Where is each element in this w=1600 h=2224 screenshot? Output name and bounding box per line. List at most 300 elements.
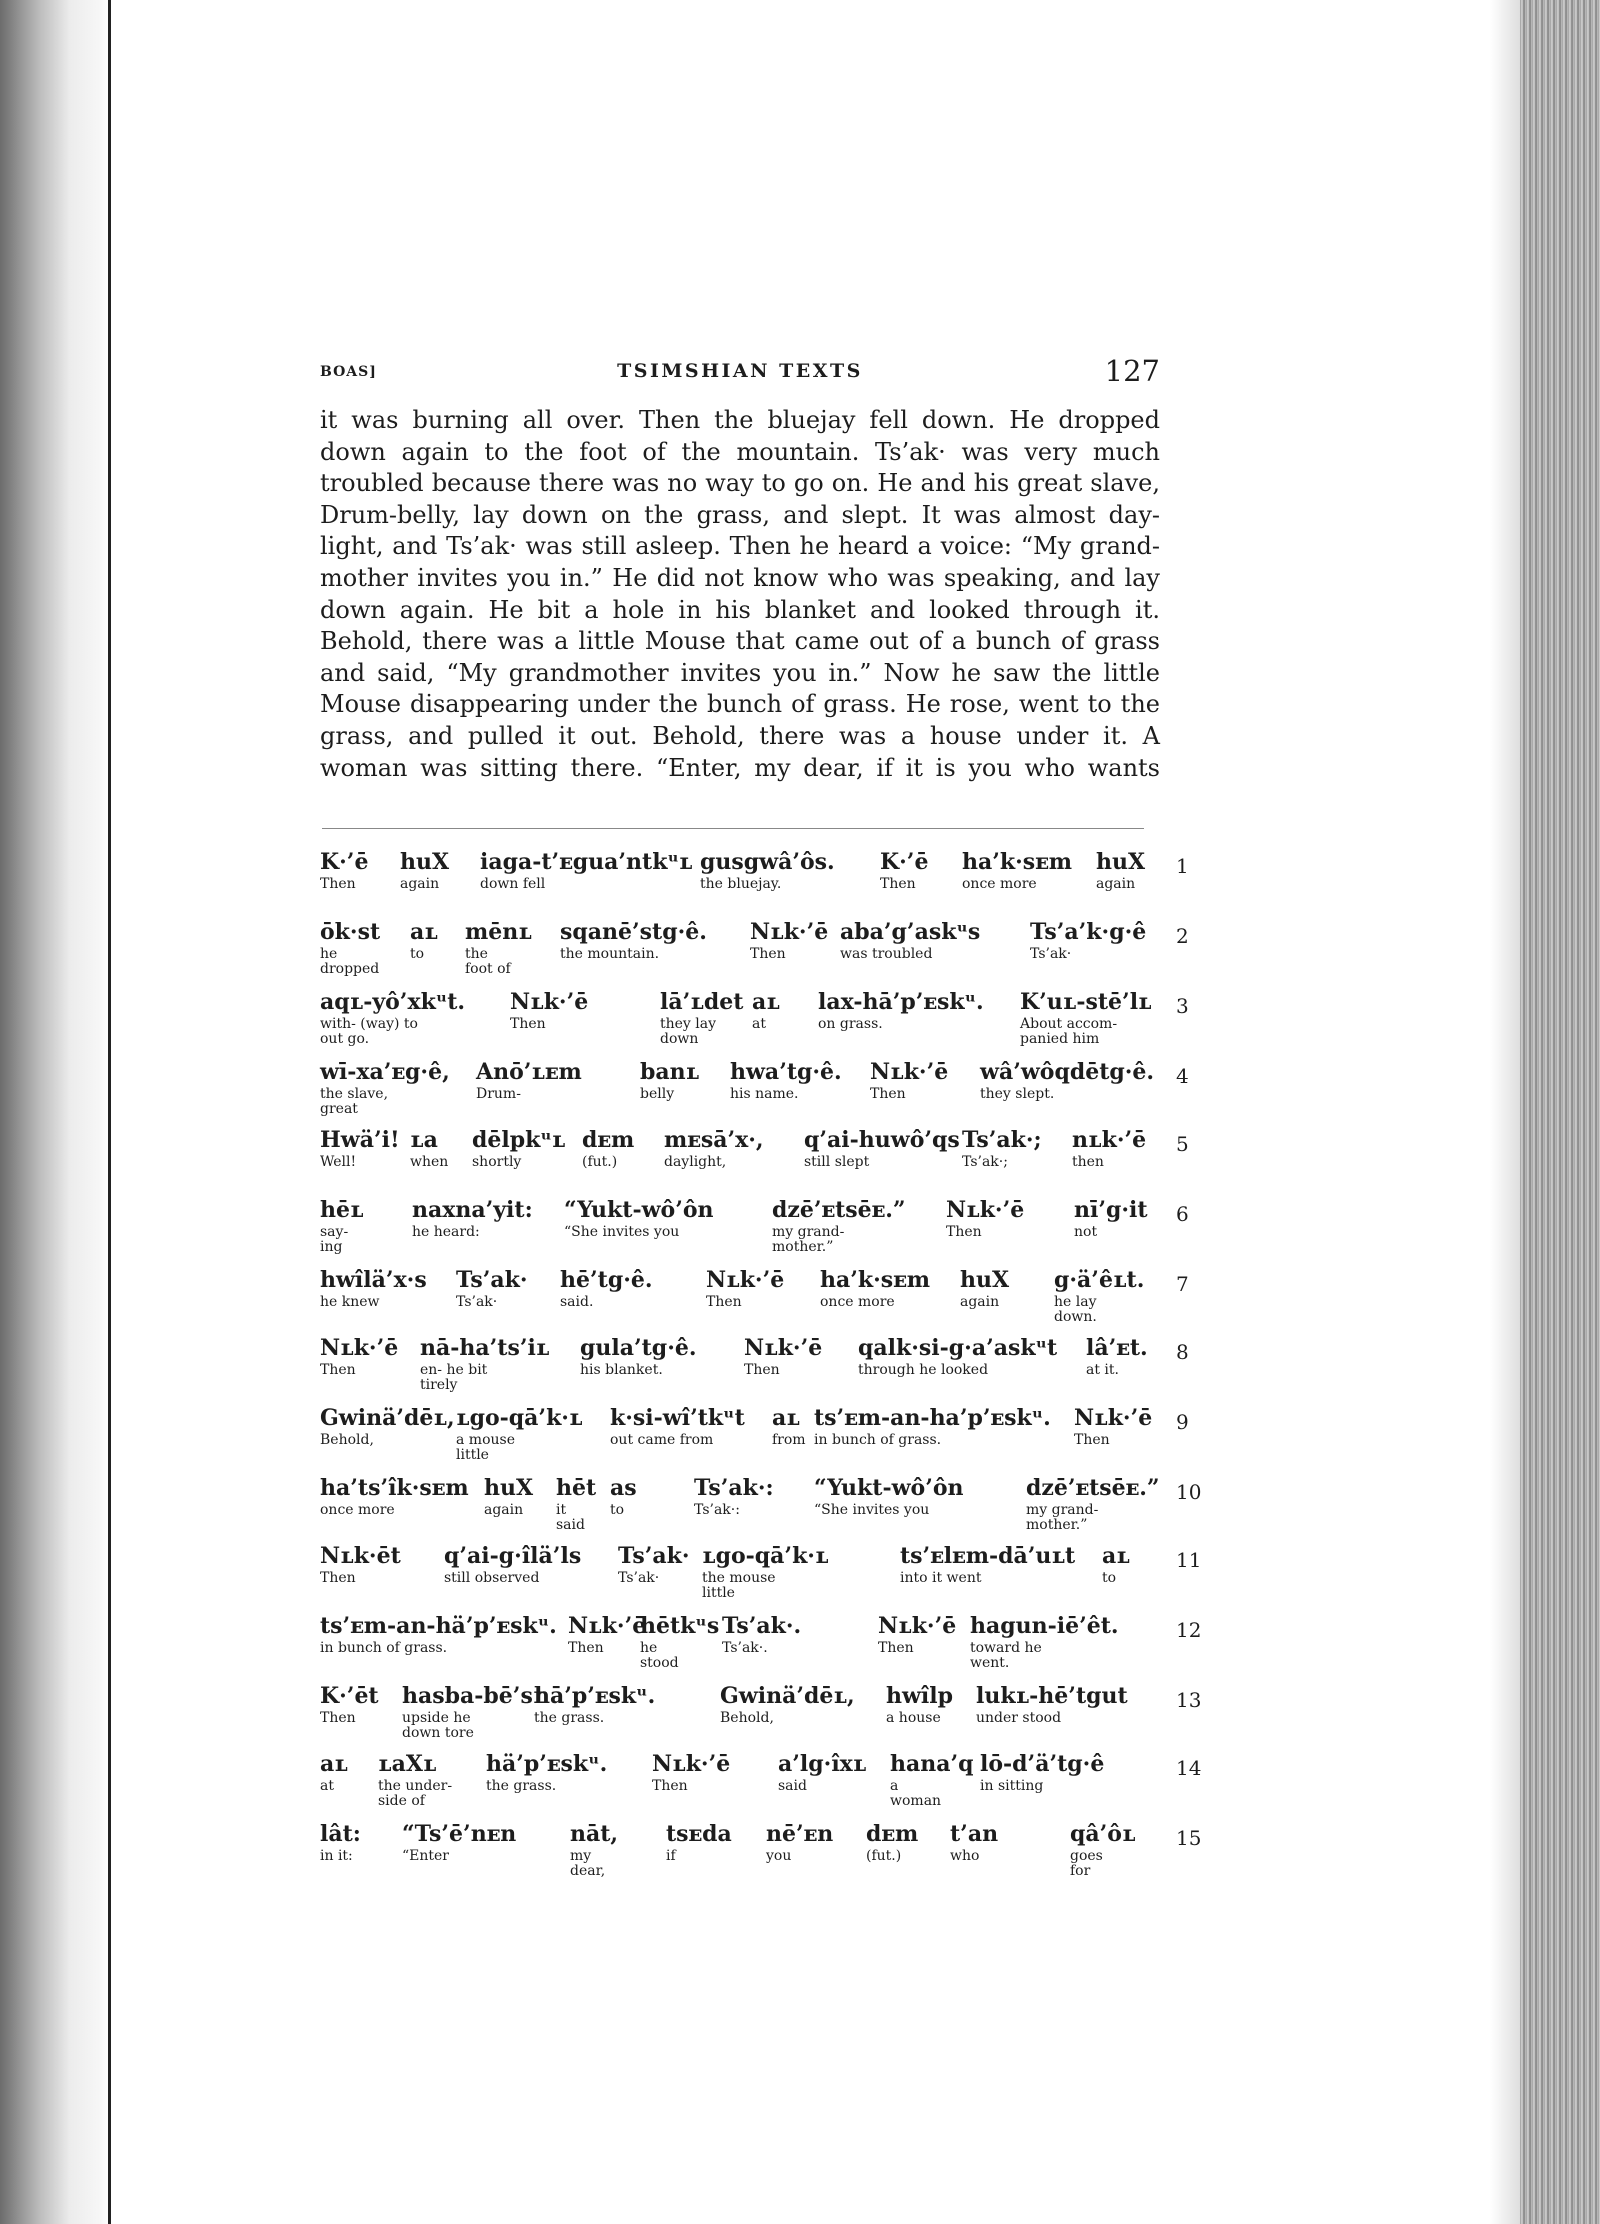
gloss-line: the bluejay. — [700, 876, 782, 892]
word-group — [804, 1128, 960, 1170]
gloss-line: stood — [640, 1655, 679, 1671]
gloss-line: on grass. — [818, 1016, 883, 1032]
english-gloss — [320, 1641, 557, 1656]
tsimshian-word: Nʟk·’ē — [750, 919, 829, 945]
gloss-line: mother.” — [772, 1239, 834, 1255]
tsimshian-word: ha’k·sᴇm — [962, 849, 1073, 875]
tsimshian-word: Nʟk·ēt — [320, 1543, 401, 1569]
english-gloss — [702, 1571, 829, 1601]
tsimshian-word: dēlpkᵘʟ — [472, 1127, 566, 1153]
gloss-line: from — [772, 1432, 806, 1448]
english-gloss — [320, 877, 368, 892]
word-group — [444, 1544, 581, 1586]
gloss-line: Drum- — [476, 1086, 521, 1102]
tsimshian-word: qalk·si-g·a’askᵘt — [858, 1335, 1058, 1361]
word-group — [886, 1684, 953, 1726]
gloss-line: toward he — [970, 1640, 1042, 1656]
word-group — [1086, 1336, 1148, 1378]
word-group — [866, 1822, 918, 1864]
english-gloss — [1074, 1225, 1148, 1240]
tsimshian-word: Ts’ak· — [618, 1543, 690, 1569]
gloss-line: Then — [880, 876, 916, 892]
tsimshian-word: banʟ — [640, 1059, 700, 1085]
gloss-line: at — [320, 1778, 334, 1794]
gloss-line: shortly — [472, 1154, 522, 1170]
word-group — [320, 1752, 348, 1794]
tsimshian-word: huX — [484, 1475, 534, 1501]
gloss-line: a — [890, 1778, 899, 1794]
english-gloss — [772, 1433, 806, 1448]
english-gloss — [534, 1711, 655, 1726]
tsimshian-word: Ts’ak·: — [694, 1475, 774, 1501]
tsimshian-word: Nʟk·’ē — [706, 1267, 785, 1293]
tsimshian-word: K·’ēt — [320, 1683, 379, 1709]
tsimshian-word: qâ’ôʟ — [1070, 1821, 1136, 1847]
word-group — [1020, 990, 1152, 1047]
word-group — [1102, 1544, 1130, 1586]
gloss-line: Then — [320, 1362, 356, 1378]
english-gloss — [402, 1849, 516, 1864]
gloss-line: dear, — [570, 1863, 606, 1879]
english-gloss — [1026, 1503, 1160, 1533]
word-group — [818, 990, 984, 1032]
gloss-line: he knew — [320, 1294, 380, 1310]
tsimshian-word: gusgwâ’ôs. — [700, 849, 835, 875]
gloss-line: in bunch of grass. — [814, 1432, 942, 1448]
english-gloss — [1054, 1295, 1144, 1325]
prose-line: Mouse disappearing under the bunch of grass. He rose, went to the — [320, 690, 1160, 719]
prose-line: woman was sitting there. “Enter, my dear, if it is you who wants — [320, 753, 1160, 782]
word-group — [570, 1822, 618, 1879]
interlinear-line — [0, 1198, 1600, 1268]
word-group — [320, 850, 368, 892]
gloss-line: he — [640, 1640, 658, 1656]
tsimshian-word: sqanē’stg·ê. — [560, 919, 707, 945]
english-gloss — [880, 877, 928, 892]
interlinear-line — [0, 1544, 1600, 1614]
english-gloss — [320, 1433, 455, 1448]
english-gloss — [962, 877, 1072, 892]
prose-line: mother invites you in.” He did not know who was speaking, and lay — [320, 563, 1160, 592]
tsimshian-word: ʟgo-qā’k·ʟ — [702, 1543, 829, 1569]
word-group — [320, 1476, 469, 1518]
gloss-line: the grass. — [534, 1710, 605, 1726]
prose-line: troubled because there was no way to go on. He and his great slave, — [320, 469, 1160, 498]
word-group — [820, 1268, 930, 1310]
tsimshian-word: lax-hā’p’ᴇskᵘ. — [818, 989, 984, 1015]
english-gloss — [320, 1503, 469, 1518]
gloss-line: Then — [706, 1294, 742, 1310]
english-gloss — [1074, 1433, 1152, 1448]
gloss-line: if — [666, 1848, 676, 1864]
tsimshian-word: aqʟ-yô’xkᵘt. — [320, 989, 466, 1015]
tsimshian-word: hā’p’ᴇskᵘ. — [534, 1683, 656, 1709]
tsimshian-word: g·ä’êʟt. — [1054, 1267, 1145, 1293]
word-group — [1074, 1198, 1148, 1240]
gloss-line: in sitting — [980, 1778, 1044, 1794]
tsimshian-word: aʟ — [410, 919, 438, 945]
gloss-line: the mountain. — [560, 946, 660, 962]
gloss-line: dropped — [320, 961, 380, 977]
gloss-line: little — [456, 1447, 489, 1463]
gloss-line: then — [1072, 1154, 1104, 1170]
gloss-line: Behold, — [320, 1432, 374, 1448]
gloss-line: in bunch of grass. — [320, 1640, 448, 1656]
english-gloss — [750, 947, 828, 962]
tsimshian-word: K·’ē — [880, 849, 929, 875]
english-gloss — [814, 1503, 964, 1518]
tsimshian-word: Nʟk·’ē — [652, 1751, 731, 1777]
english-gloss — [1102, 1571, 1130, 1586]
tsimshian-word: ʟa — [410, 1127, 438, 1153]
gloss-line: the — [465, 946, 488, 962]
english-gloss — [1086, 1363, 1148, 1378]
gloss-line: Well! — [320, 1154, 357, 1170]
gloss-line: still observed — [444, 1570, 540, 1586]
interlinear-line — [0, 1268, 1600, 1338]
english-gloss — [484, 1503, 533, 1518]
gloss-line: when — [410, 1154, 449, 1170]
word-group — [730, 1060, 842, 1102]
english-gloss — [378, 1779, 452, 1809]
tsimshian-word: hēʟ — [320, 1197, 364, 1223]
english-gloss — [582, 1155, 634, 1170]
tsimshian-word: aʟ — [752, 989, 780, 1015]
tsimshian-word: Nʟk·’ē — [320, 1335, 399, 1361]
word-group — [420, 1336, 549, 1393]
gloss-line: with- (way) to — [320, 1016, 418, 1032]
english-gloss — [465, 947, 532, 977]
word-group — [976, 1684, 1128, 1726]
word-group — [772, 1406, 806, 1448]
word-group — [1030, 920, 1146, 962]
word-group — [870, 1060, 948, 1102]
english-gloss — [778, 1779, 866, 1794]
word-group — [666, 1822, 732, 1864]
english-gloss — [610, 1433, 745, 1448]
gloss-line: out go. — [320, 1031, 370, 1047]
word-group — [610, 1406, 745, 1448]
gloss-line: (fut.) — [866, 1848, 902, 1864]
tsimshian-word: Nʟk·’ē — [946, 1197, 1025, 1223]
word-group — [410, 1128, 448, 1170]
word-group — [472, 1128, 565, 1170]
prose-line: down again to the foot of the mountain. Ts’ak· was very much — [320, 437, 1160, 466]
gloss-line: daylight, — [664, 1154, 727, 1170]
word-group — [640, 1614, 719, 1671]
english-gloss — [320, 1711, 379, 1726]
tsimshian-word: Nʟk·’ē — [1074, 1405, 1153, 1431]
interlinear-line — [0, 1128, 1600, 1198]
word-group — [858, 1336, 1057, 1378]
gloss-line: Then — [750, 946, 786, 962]
tsimshian-word: k·si-wî’tkᵘt — [610, 1405, 745, 1431]
tsimshian-word: dᴇm — [582, 1127, 635, 1153]
english-gloss — [560, 1295, 653, 1310]
tsimshian-word: Nʟk·’ē — [744, 1335, 823, 1361]
tsimshian-word: Gwinä’dēʟ, — [720, 1683, 855, 1709]
gloss-line: went. — [970, 1655, 1010, 1671]
word-group — [702, 1544, 829, 1601]
tsimshian-word: aʟ — [772, 1405, 800, 1431]
tsimshian-word: tsᴇda — [666, 1821, 732, 1847]
tsimshian-word: lā’ʟdet — [660, 989, 744, 1015]
english-gloss — [652, 1779, 730, 1794]
gloss-line: his blanket. — [580, 1362, 663, 1378]
gloss-line: Then — [946, 1224, 982, 1240]
tsimshian-word: Gwinä’dēʟ, — [320, 1405, 455, 1431]
english-gloss — [960, 1295, 1009, 1310]
gloss-line: to — [610, 1502, 625, 1518]
english-gloss — [804, 1155, 960, 1170]
word-group — [560, 920, 707, 962]
english-gloss — [664, 1155, 764, 1170]
word-group — [456, 1406, 583, 1463]
word-group — [980, 1060, 1154, 1102]
word-group — [412, 1198, 533, 1240]
gloss-line: Ts’ak·: — [694, 1502, 740, 1518]
word-group — [556, 1476, 596, 1533]
word-group — [652, 1752, 730, 1794]
word-group — [320, 1198, 364, 1255]
gloss-line: said — [556, 1517, 585, 1533]
tsimshian-word: nāt, — [570, 1821, 619, 1847]
interlinear-line — [0, 920, 1600, 990]
gloss-line: panied him — [1020, 1031, 1100, 1047]
english-gloss — [580, 1363, 697, 1378]
tsimshian-word: hwîlp — [886, 1683, 954, 1709]
word-group — [400, 850, 449, 892]
english-gloss — [814, 1433, 1051, 1448]
word-group — [1070, 1822, 1136, 1879]
gloss-line: a house — [886, 1710, 941, 1726]
gloss-line: he lay — [1054, 1294, 1097, 1310]
word-group — [580, 1336, 697, 1378]
tsimshian-word: t’an — [950, 1821, 999, 1847]
tsimshian-word: ʟaXʟ — [378, 1751, 437, 1777]
gloss-line: again — [1096, 876, 1136, 892]
gloss-line: down tore — [402, 1725, 474, 1741]
word-group — [1054, 1268, 1144, 1325]
line-number: 14 — [1176, 1756, 1202, 1780]
gloss-line: Then — [1074, 1432, 1110, 1448]
line-number: 3 — [1176, 994, 1189, 1018]
tsimshian-word: Nʟk·’ē — [510, 989, 589, 1015]
gloss-line: say- — [320, 1224, 349, 1240]
word-group — [402, 1684, 546, 1741]
tsimshian-word: “Yukt-wô’ôn — [814, 1475, 964, 1501]
english-gloss — [1030, 947, 1146, 962]
line-number: 6 — [1176, 1202, 1189, 1226]
gloss-line: down — [660, 1031, 699, 1047]
english-gloss — [772, 1225, 906, 1255]
english-gloss — [320, 1295, 427, 1310]
word-group — [946, 1198, 1024, 1240]
word-group — [660, 990, 743, 1047]
gloss-line: out came from — [610, 1432, 714, 1448]
gloss-line: Then — [320, 1570, 356, 1586]
gloss-line: Then — [744, 1362, 780, 1378]
word-group — [618, 1544, 690, 1586]
gloss-line: my grand- — [1026, 1502, 1099, 1518]
tsimshian-word: iaga-t’ᴇgua’ntkᵘʟ — [480, 849, 693, 875]
english-gloss — [720, 1711, 855, 1726]
gloss-line: he — [320, 946, 338, 962]
gloss-line: they lay — [660, 1016, 717, 1032]
word-group — [486, 1752, 607, 1794]
word-group — [962, 1128, 1042, 1170]
gloss-line: at — [752, 1016, 766, 1032]
interlinear-line — [0, 1060, 1600, 1130]
gloss-line: ing — [320, 1239, 343, 1255]
english-gloss — [946, 1225, 1024, 1240]
gloss-line: the slave, — [320, 1086, 389, 1102]
word-group — [378, 1752, 452, 1809]
word-group — [480, 850, 692, 892]
line-number: 11 — [1176, 1548, 1202, 1572]
tsimshian-word: lukʟ-hē’tgut — [976, 1683, 1128, 1709]
word-group — [560, 1268, 653, 1310]
word-group — [640, 1060, 699, 1102]
english-gloss — [480, 877, 692, 892]
english-gloss — [476, 1087, 582, 1102]
gloss-line: About accom- — [1020, 1016, 1118, 1032]
word-group — [320, 1060, 450, 1117]
prose-line: Behold, there was a little Mouse that came out of a bunch of grass — [320, 627, 1160, 656]
gloss-line: down. — [1054, 1309, 1097, 1325]
tsimshian-word: ha’k·sᴇm — [820, 1267, 931, 1293]
english-gloss — [320, 1155, 400, 1170]
gloss-line: through he looked — [858, 1362, 989, 1378]
gloss-line: again — [484, 1502, 524, 1518]
tsimshian-word: ts’ᴇm-an-hä’p’ᴇskᵘ. — [320, 1613, 557, 1639]
tsimshian-word: Ts’ak·; — [962, 1127, 1042, 1153]
gloss-line: the under- — [378, 1778, 453, 1794]
gloss-line: Ts’ak· — [456, 1294, 498, 1310]
tsimshian-word: q’ai-g·îlä’ls — [444, 1543, 582, 1569]
word-group — [750, 920, 828, 962]
english-gloss — [730, 1087, 842, 1102]
english-gloss — [820, 1295, 930, 1310]
tsimshian-word: “Yukt-wô’ôn — [564, 1197, 714, 1223]
tsimshian-word: wâ’wôqdētg·ê. — [980, 1059, 1155, 1085]
english-gloss — [610, 1503, 637, 1518]
english-gloss — [950, 1849, 998, 1864]
english-gloss — [320, 947, 380, 977]
tsimshian-word: aʟ — [320, 1751, 348, 1777]
gloss-line: they slept. — [980, 1086, 1055, 1102]
tsimshian-word: ʟgo-qā’k·ʟ — [456, 1405, 583, 1431]
word-group — [722, 1614, 801, 1656]
tsimshian-word: huX — [400, 849, 450, 875]
line-number: 7 — [1176, 1272, 1189, 1296]
gloss-line: again — [960, 1294, 1000, 1310]
word-group — [766, 1822, 833, 1864]
tsimshian-word: ts’ᴇm-an-ha’p’ᴇskᵘ. — [814, 1405, 1051, 1431]
english-gloss — [666, 1849, 732, 1864]
word-group — [610, 1476, 637, 1518]
english-gloss — [858, 1363, 1057, 1378]
english-gloss — [556, 1503, 596, 1533]
gloss-line: en- he bit — [420, 1362, 488, 1378]
tsimshian-word: nā-ha’ts’iʟ — [420, 1335, 550, 1361]
gloss-line: Then — [870, 1086, 906, 1102]
line-number: 8 — [1176, 1340, 1189, 1364]
english-gloss — [320, 1087, 450, 1117]
gloss-line: Behold, — [720, 1710, 774, 1726]
interlinear-line — [0, 1752, 1600, 1822]
english-gloss — [870, 1087, 948, 1102]
gloss-line: Then — [510, 1016, 546, 1032]
word-group — [320, 1684, 379, 1726]
tsimshian-word: aba’g’askᵘs — [840, 919, 981, 945]
gloss-line: “She invites you — [814, 1502, 930, 1518]
tsimshian-word: dzē’ᴇtsēᴇ.” — [1026, 1475, 1160, 1501]
word-group — [752, 990, 780, 1032]
tsimshian-word: hasba-bē’sʟ — [402, 1683, 547, 1709]
tsimshian-word: q’ai-huwô’qs — [804, 1127, 960, 1153]
gloss-line: again — [400, 876, 440, 892]
line-number: 12 — [1176, 1618, 1202, 1642]
gloss-line: Then — [320, 1710, 356, 1726]
gloss-line: a mouse — [456, 1432, 515, 1448]
tsimshian-word: lâ’ᴇt. — [1086, 1335, 1148, 1361]
gloss-line: mother.” — [1026, 1517, 1088, 1533]
gloss-line: to — [410, 946, 425, 962]
word-group — [880, 850, 928, 892]
word-group — [1072, 1128, 1146, 1170]
tsimshian-word: “Ts’ē’nᴇn — [402, 1821, 517, 1847]
english-gloss — [1072, 1155, 1146, 1170]
tsimshian-word: nʟk·’ē — [1072, 1127, 1147, 1153]
line-number: 4 — [1176, 1064, 1189, 1088]
english-gloss — [420, 1363, 549, 1393]
word-group — [970, 1614, 1119, 1671]
tsimshian-word: gula’tg·ê. — [580, 1335, 697, 1361]
gloss-line: you — [766, 1848, 792, 1864]
word-group — [465, 920, 532, 977]
interlinear-line — [0, 1476, 1600, 1546]
english-gloss — [706, 1295, 784, 1310]
tsimshian-word: K’uʟ-stē’lʟ — [1020, 989, 1152, 1015]
word-group — [980, 1752, 1104, 1794]
tsimshian-word: wī-xa’ᴇg·ê, — [320, 1059, 450, 1085]
english-gloss — [472, 1155, 565, 1170]
word-group — [456, 1268, 528, 1310]
tsimshian-word: Ts’a’k·g·ê — [1030, 919, 1147, 945]
line-number: 5 — [1176, 1132, 1189, 1156]
interlinear-line — [0, 1684, 1600, 1754]
gloss-line: down fell — [480, 876, 546, 892]
word-group — [582, 1128, 634, 1170]
gloss-line: once more — [320, 1502, 395, 1518]
english-gloss — [320, 1225, 364, 1255]
gloss-line: the grass. — [486, 1778, 557, 1794]
tsimshian-word: hēt — [556, 1475, 597, 1501]
tsimshian-word: dᴇm — [866, 1821, 919, 1847]
tsimshian-word: ha’ts’îk·sᴇm — [320, 1475, 469, 1501]
gloss-line: woman — [890, 1793, 942, 1809]
tsimshian-word: nī’g·it — [1074, 1197, 1148, 1223]
gloss-line: tirely — [420, 1377, 458, 1393]
word-group — [840, 920, 980, 962]
interlinear-line — [0, 1614, 1600, 1684]
english-gloss — [320, 1779, 348, 1794]
english-gloss — [744, 1363, 822, 1378]
tsimshian-word: nē’ᴇn — [766, 1821, 834, 1847]
word-group — [962, 850, 1072, 892]
word-group — [744, 1336, 822, 1378]
